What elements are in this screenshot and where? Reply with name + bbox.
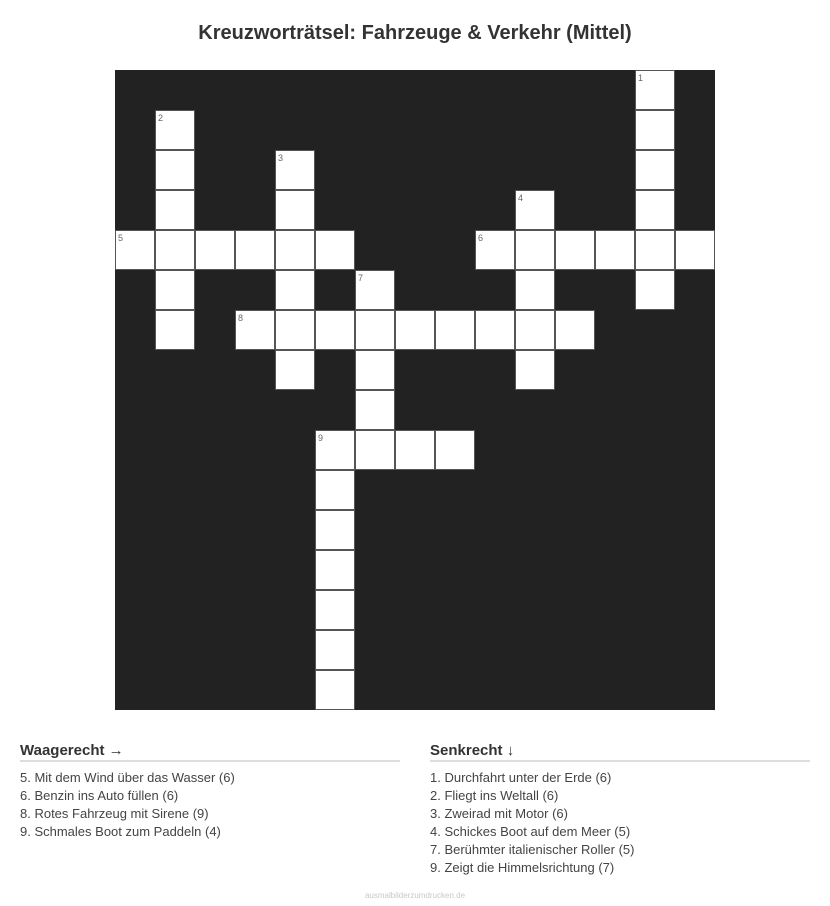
clue-number: 2	[158, 113, 164, 123]
grid-cell[interactable]	[315, 510, 355, 550]
grid-cell[interactable]	[355, 310, 395, 350]
across-clue: 5. Mit dem Wind über das Wasser (6)	[20, 770, 235, 785]
across-heading: Waagerecht →	[20, 742, 400, 762]
grid-cell[interactable]	[515, 310, 555, 350]
down-clue: 4. Schickes Boot auf dem Meer (5)	[430, 824, 631, 839]
grid-cell[interactable]	[155, 150, 195, 190]
grid-cell[interactable]	[395, 430, 435, 470]
grid-cell[interactable]	[555, 310, 595, 350]
grid-cell[interactable]	[155, 230, 195, 270]
grid-cell[interactable]	[275, 310, 315, 350]
footer-credit: ausmalbilderzumdrucken.de	[364, 891, 466, 900]
grid-cell[interactable]	[315, 230, 355, 270]
down-clue-list	[430, 769, 810, 877]
grid-cell[interactable]	[195, 230, 235, 270]
clue-number: 1	[638, 73, 644, 83]
grid-cell[interactable]	[595, 230, 635, 270]
across-clues-section	[20, 742, 400, 841]
grid-cell[interactable]	[355, 390, 395, 430]
grid-cell[interactable]	[435, 430, 475, 470]
down-clue: 3. Zweirad mit Motor (6)	[430, 806, 568, 821]
grid-cell[interactable]	[635, 190, 675, 230]
grid-cell[interactable]	[315, 630, 355, 670]
crossword-grid	[115, 70, 715, 710]
grid-cell[interactable]	[315, 310, 355, 350]
grid-cell[interactable]	[475, 310, 515, 350]
grid-cell[interactable]	[515, 190, 555, 230]
clue-number: 7	[358, 273, 364, 283]
grid-cell[interactable]	[155, 270, 195, 310]
grid-cell[interactable]	[275, 190, 315, 230]
across-clue-list	[20, 769, 400, 841]
grid-cell[interactable]	[315, 590, 355, 630]
puzzle-title: Kreuzworträtsel: Fahrzeuge & Verkehr (Mittel)	[198, 22, 632, 44]
grid-cell[interactable]	[155, 190, 195, 230]
grid-cell[interactable]	[355, 430, 395, 470]
grid-cell[interactable]	[235, 310, 275, 350]
clue-number: 5	[118, 233, 124, 243]
down-clue: 9. Zeigt die Himmelsrichtung (7)	[430, 860, 615, 875]
grid-cell[interactable]	[355, 270, 395, 310]
clue-number: 6	[478, 233, 484, 243]
grid-cell[interactable]	[235, 230, 275, 270]
clue-number: 4	[518, 193, 524, 203]
down-clue: 1. Durchfahrt unter der Erde (6)	[430, 770, 612, 785]
grid-cell[interactable]	[115, 230, 155, 270]
grid-cell[interactable]	[635, 70, 675, 110]
grid-cell[interactable]	[155, 110, 195, 150]
grid-cell[interactable]	[555, 230, 595, 270]
grid-cell[interactable]	[515, 230, 555, 270]
grid-cell[interactable]	[315, 550, 355, 590]
down-clue: 7. Berühmter italienischer Roller (5)	[430, 842, 635, 857]
grid-cell[interactable]	[635, 270, 675, 310]
grid-cell[interactable]	[275, 230, 315, 270]
grid-cell[interactable]	[675, 230, 715, 270]
grid-cell[interactable]	[315, 670, 355, 710]
grid-cell[interactable]	[515, 350, 555, 390]
grid-cell[interactable]	[275, 350, 315, 390]
grid-cell[interactable]	[155, 310, 195, 350]
grid-cell[interactable]	[435, 310, 475, 350]
grid-cell[interactable]	[635, 110, 675, 150]
clue-number: 3	[278, 153, 284, 163]
across-clue: 8. Rotes Fahrzeug mit Sirene (9)	[20, 806, 209, 821]
across-clue: 9. Schmales Boot zum Paddeln (4)	[20, 824, 221, 839]
down-clue: 2. Fliegt ins Weltall (6)	[430, 788, 559, 803]
grid-cell[interactable]	[515, 270, 555, 310]
down-clues-section	[430, 742, 810, 877]
clue-number: 9	[318, 433, 324, 443]
grid-cell[interactable]	[635, 150, 675, 190]
grid-cell[interactable]	[275, 150, 315, 190]
grid-cell[interactable]	[315, 430, 355, 470]
grid-cell[interactable]	[395, 310, 435, 350]
grid-cell[interactable]	[275, 270, 315, 310]
grid-cell[interactable]	[475, 230, 515, 270]
grid-cell[interactable]	[355, 350, 395, 390]
grid-cell[interactable]	[315, 470, 355, 510]
grid-cell[interactable]	[635, 230, 675, 270]
across-clue: 6. Benzin ins Auto füllen (6)	[20, 788, 179, 803]
clue-number: 8	[238, 313, 244, 323]
down-heading: Senkrecht ↓	[430, 742, 810, 762]
